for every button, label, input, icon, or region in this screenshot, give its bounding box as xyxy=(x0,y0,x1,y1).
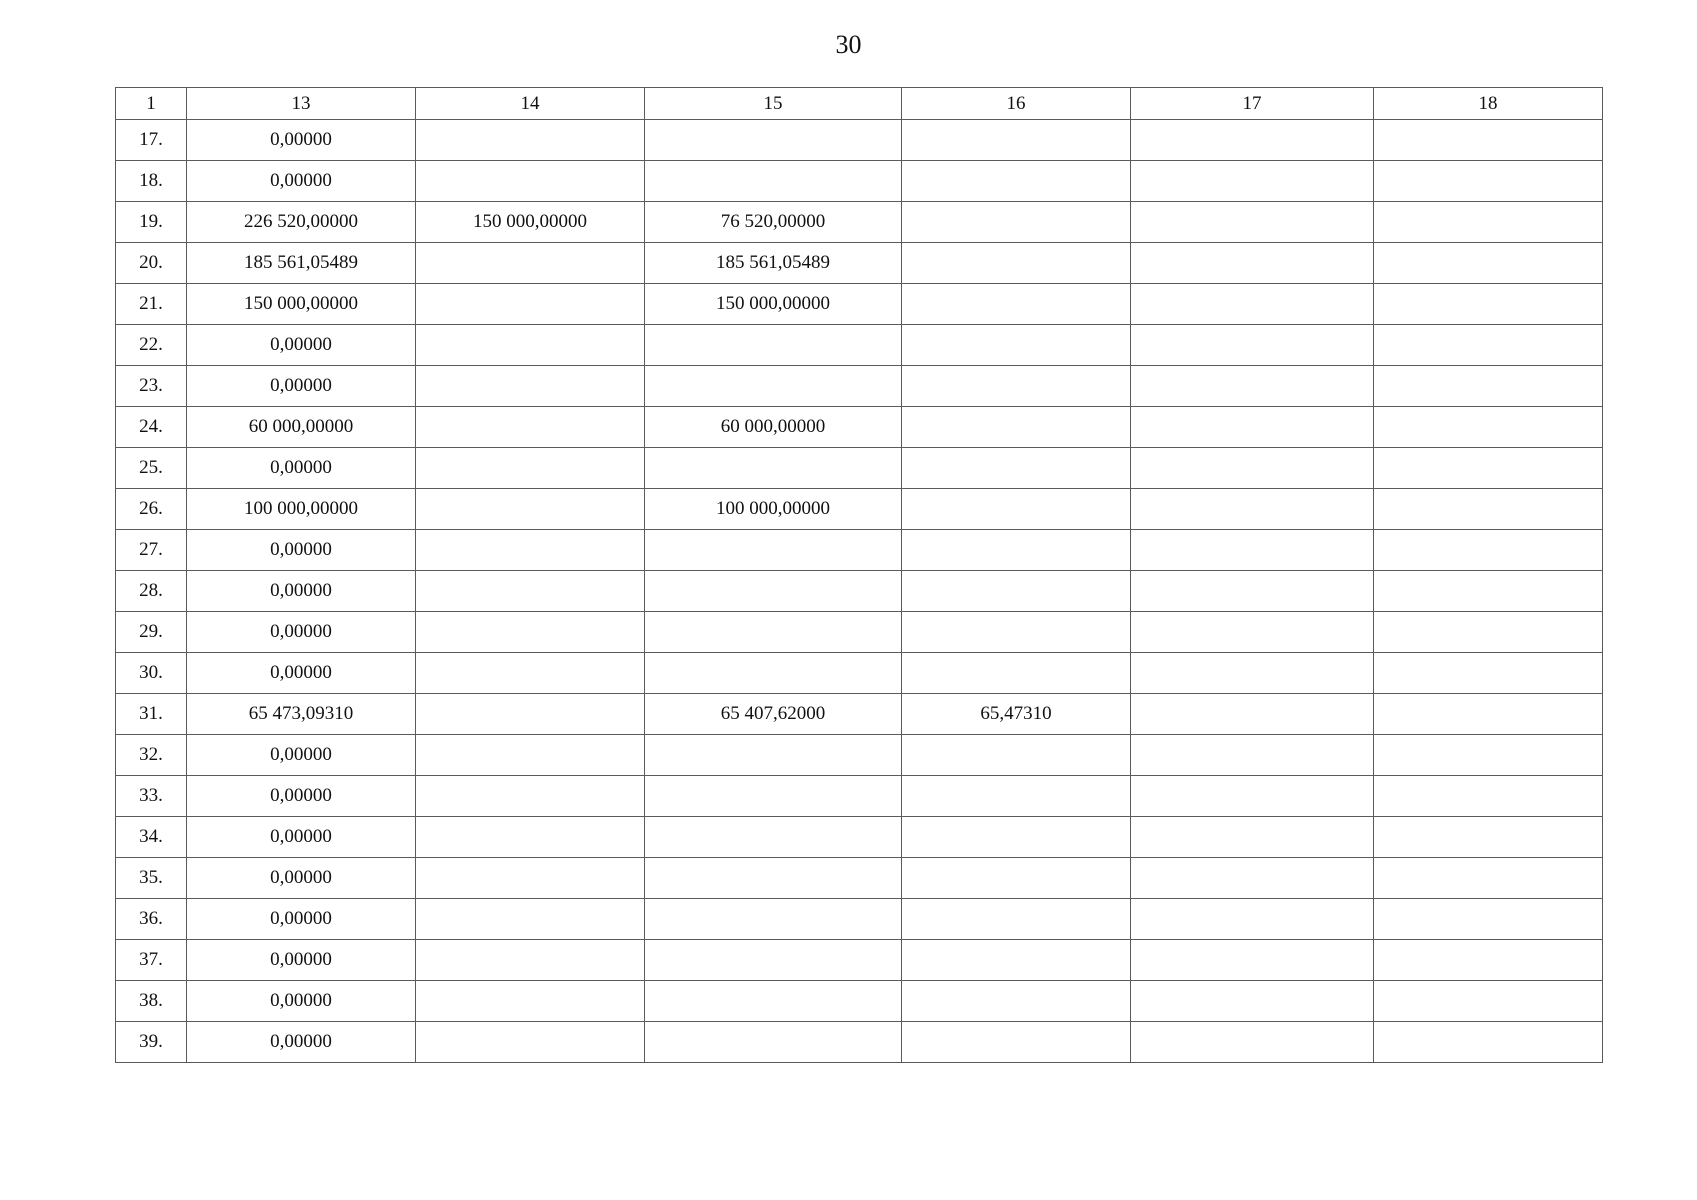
table-cell: 0,00000 xyxy=(187,530,416,571)
table-cell: 0,00000 xyxy=(187,981,416,1022)
table-cell xyxy=(416,899,645,940)
row-number-cell: 25. xyxy=(116,448,187,489)
table-cell xyxy=(1131,489,1374,530)
row-number-cell: 21. xyxy=(116,284,187,325)
table-cell xyxy=(1131,325,1374,366)
table-cell xyxy=(1374,899,1603,940)
table-cell xyxy=(1131,1022,1374,1063)
row-number-cell: 17. xyxy=(116,120,187,161)
table-cell xyxy=(416,1022,645,1063)
table-cell xyxy=(902,735,1131,776)
table-cell: 0,00000 xyxy=(187,817,416,858)
column-header: 17 xyxy=(1131,88,1374,120)
table-cell xyxy=(1131,530,1374,571)
row-number-cell: 33. xyxy=(116,776,187,817)
table-cell: 60 000,00000 xyxy=(187,407,416,448)
table-row xyxy=(116,161,1603,202)
table-cell xyxy=(416,817,645,858)
table-cell: 150 000,00000 xyxy=(645,284,902,325)
table-cell xyxy=(416,612,645,653)
table-cell: 185 561,05489 xyxy=(187,243,416,284)
table-row xyxy=(116,940,1603,981)
table-cell xyxy=(1131,202,1374,243)
page-number: 30 xyxy=(835,30,862,59)
table-row xyxy=(116,735,1603,776)
table-cell xyxy=(902,284,1131,325)
table-cell xyxy=(902,407,1131,448)
table-cell xyxy=(645,612,902,653)
table-cell: 0,00000 xyxy=(187,325,416,366)
table-cell: 0,00000 xyxy=(187,776,416,817)
row-number-cell: 27. xyxy=(116,530,187,571)
table-cell xyxy=(1131,284,1374,325)
table-row xyxy=(116,120,1603,161)
table-cell: 0,00000 xyxy=(187,366,416,407)
column-header: 15 xyxy=(645,88,902,120)
table-cell xyxy=(645,981,902,1022)
data-table xyxy=(115,87,1603,1063)
table-cell xyxy=(1374,120,1603,161)
table-cell: 0,00000 xyxy=(187,448,416,489)
row-number-cell: 24. xyxy=(116,407,187,448)
table-cell xyxy=(416,489,645,530)
table-row xyxy=(116,776,1603,817)
table-cell xyxy=(1374,284,1603,325)
table-cell xyxy=(645,940,902,981)
table-cell xyxy=(416,981,645,1022)
row-number-cell: 37. xyxy=(116,940,187,981)
table-cell xyxy=(645,325,902,366)
table-cell xyxy=(645,571,902,612)
row-number-cell: 23. xyxy=(116,366,187,407)
table-cell xyxy=(1131,366,1374,407)
table-cell xyxy=(416,120,645,161)
table-cell xyxy=(902,571,1131,612)
table-cell: 226 520,00000 xyxy=(187,202,416,243)
table-body xyxy=(116,88,1603,1063)
table-cell xyxy=(902,899,1131,940)
column-header: 1 xyxy=(116,88,187,120)
table-cell xyxy=(902,202,1131,243)
row-number-cell: 31. xyxy=(116,694,187,735)
table-cell xyxy=(1131,940,1374,981)
table-cell xyxy=(1131,817,1374,858)
table-cell: 185 561,05489 xyxy=(645,243,902,284)
table-cell: 0,00000 xyxy=(187,858,416,899)
table-cell xyxy=(1374,448,1603,489)
table-cell xyxy=(416,366,645,407)
table-cell xyxy=(1131,448,1374,489)
table-cell xyxy=(645,366,902,407)
table-row xyxy=(116,612,1603,653)
table-cell xyxy=(902,940,1131,981)
table-cell xyxy=(645,899,902,940)
table-row xyxy=(116,448,1603,489)
table-cell xyxy=(902,243,1131,284)
table-cell: 0,00000 xyxy=(187,899,416,940)
table-cell: 0,00000 xyxy=(187,161,416,202)
table-cell xyxy=(645,776,902,817)
table-cell xyxy=(1374,858,1603,899)
table-cell: 65 473,09310 xyxy=(187,694,416,735)
table-cell: 0,00000 xyxy=(187,612,416,653)
table-cell xyxy=(1131,612,1374,653)
table-cell: 100 000,00000 xyxy=(187,489,416,530)
table-row xyxy=(116,489,1603,530)
table-cell xyxy=(902,448,1131,489)
table-cell xyxy=(416,530,645,571)
table-row xyxy=(116,325,1603,366)
table-cell xyxy=(1131,161,1374,202)
table-row xyxy=(116,1022,1603,1063)
table-cell xyxy=(902,325,1131,366)
row-number-cell: 30. xyxy=(116,653,187,694)
table-cell xyxy=(416,448,645,489)
table-cell xyxy=(416,694,645,735)
table-cell xyxy=(902,366,1131,407)
table-cell xyxy=(416,858,645,899)
table-row xyxy=(116,202,1603,243)
table-cell: 65,47310 xyxy=(902,694,1131,735)
table-cell xyxy=(1374,776,1603,817)
table-row xyxy=(116,858,1603,899)
table-cell xyxy=(1374,243,1603,284)
table-cell xyxy=(645,858,902,899)
table-cell xyxy=(1374,202,1603,243)
table-cell: 60 000,00000 xyxy=(645,407,902,448)
table-cell xyxy=(902,489,1131,530)
row-number-cell: 36. xyxy=(116,899,187,940)
table-cell xyxy=(1131,899,1374,940)
row-number-cell: 19. xyxy=(116,202,187,243)
table-cell xyxy=(1131,407,1374,448)
table-cell: 76 520,00000 xyxy=(645,202,902,243)
table-cell xyxy=(1131,735,1374,776)
row-number-cell: 20. xyxy=(116,243,187,284)
table-cell: 0,00000 xyxy=(187,1022,416,1063)
table-cell xyxy=(1374,940,1603,981)
table-cell xyxy=(1131,571,1374,612)
row-number-cell: 26. xyxy=(116,489,187,530)
table-cell xyxy=(645,120,902,161)
table-cell xyxy=(1374,366,1603,407)
table-cell xyxy=(902,858,1131,899)
table-cell xyxy=(902,653,1131,694)
table-cell xyxy=(416,653,645,694)
table-cell xyxy=(1131,776,1374,817)
table-cell xyxy=(416,325,645,366)
table-cell xyxy=(1374,407,1603,448)
row-number-cell: 35. xyxy=(116,858,187,899)
table-cell xyxy=(1374,325,1603,366)
table-cell xyxy=(1131,653,1374,694)
table-cell xyxy=(1374,735,1603,776)
table-cell xyxy=(902,120,1131,161)
table-cell xyxy=(1374,489,1603,530)
table-cell xyxy=(645,530,902,571)
table-row xyxy=(116,817,1603,858)
table-cell: 150 000,00000 xyxy=(187,284,416,325)
table-cell xyxy=(1131,981,1374,1022)
table-cell xyxy=(416,284,645,325)
table-cell xyxy=(416,940,645,981)
table-cell xyxy=(416,735,645,776)
row-number-cell: 29. xyxy=(116,612,187,653)
table-cell xyxy=(645,817,902,858)
table-row xyxy=(116,407,1603,448)
table-row xyxy=(116,530,1603,571)
table-cell xyxy=(1131,243,1374,284)
table-row xyxy=(116,366,1603,407)
table-header-row xyxy=(116,88,1603,120)
row-number-cell: 38. xyxy=(116,981,187,1022)
table-cell: 0,00000 xyxy=(187,940,416,981)
table-row xyxy=(116,243,1603,284)
table-cell xyxy=(902,161,1131,202)
table-cell xyxy=(902,530,1131,571)
row-number-cell: 32. xyxy=(116,735,187,776)
table-cell xyxy=(1374,694,1603,735)
table-cell xyxy=(645,735,902,776)
table-cell xyxy=(416,571,645,612)
table-cell xyxy=(902,981,1131,1022)
table-cell xyxy=(1131,694,1374,735)
column-header: 18 xyxy=(1374,88,1603,120)
table-cell xyxy=(1374,161,1603,202)
table-cell xyxy=(645,161,902,202)
table-cell xyxy=(1131,858,1374,899)
row-number-cell: 39. xyxy=(116,1022,187,1063)
table-cell xyxy=(645,653,902,694)
table-cell: 0,00000 xyxy=(187,120,416,161)
table-cell: 0,00000 xyxy=(187,735,416,776)
table-cell xyxy=(1374,981,1603,1022)
table-cell xyxy=(1374,817,1603,858)
column-header: 14 xyxy=(416,88,645,120)
table-cell xyxy=(1131,120,1374,161)
row-number-cell: 28. xyxy=(116,571,187,612)
table-cell xyxy=(416,243,645,284)
table-row xyxy=(116,694,1603,735)
table-row xyxy=(116,571,1603,612)
table-row xyxy=(116,899,1603,940)
row-number-cell: 22. xyxy=(116,325,187,366)
table-cell xyxy=(645,448,902,489)
table-row xyxy=(116,981,1603,1022)
table-cell xyxy=(1374,1022,1603,1063)
table-cell xyxy=(902,612,1131,653)
table-cell: 0,00000 xyxy=(187,571,416,612)
table-cell xyxy=(1374,530,1603,571)
table-cell xyxy=(416,407,645,448)
table-cell xyxy=(416,161,645,202)
table-cell: 0,00000 xyxy=(187,653,416,694)
table-cell xyxy=(416,776,645,817)
column-header: 13 xyxy=(187,88,416,120)
row-number-cell: 18. xyxy=(116,161,187,202)
table-cell xyxy=(1374,653,1603,694)
table-cell xyxy=(902,1022,1131,1063)
row-number-cell: 34. xyxy=(116,817,187,858)
table-cell xyxy=(645,1022,902,1063)
table-cell xyxy=(1374,612,1603,653)
table-cell: 100 000,00000 xyxy=(645,489,902,530)
table-row xyxy=(116,284,1603,325)
column-header: 16 xyxy=(902,88,1131,120)
table-cell xyxy=(1374,571,1603,612)
table-row xyxy=(116,653,1603,694)
table-cell: 150 000,00000 xyxy=(416,202,645,243)
table-cell: 65 407,62000 xyxy=(645,694,902,735)
table-cell xyxy=(902,776,1131,817)
table-cell xyxy=(902,817,1131,858)
